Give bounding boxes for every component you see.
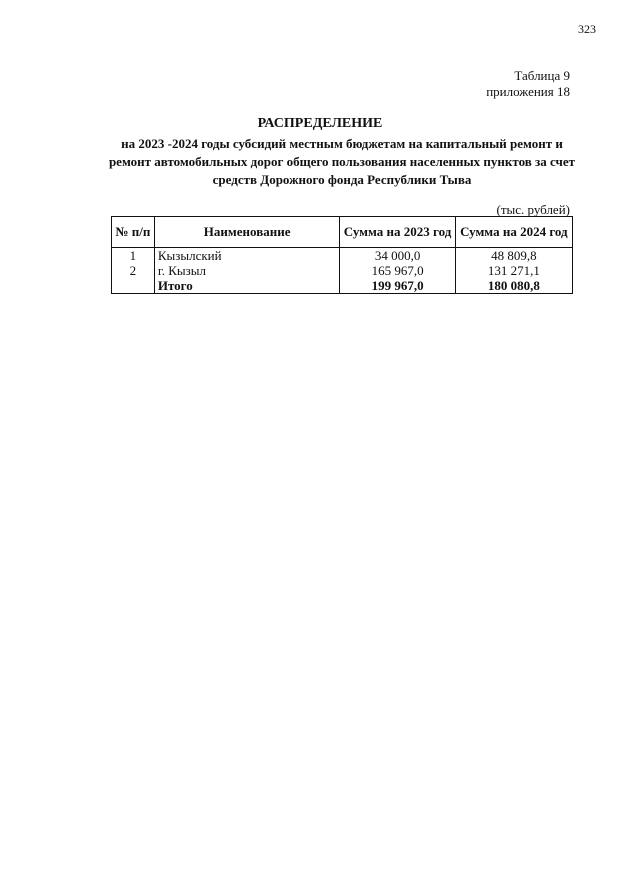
- cell-name: Кызылский: [154, 248, 340, 264]
- table-reference-line2: приложения 18: [486, 84, 570, 99]
- table-row: [112, 248, 573, 264]
- page-number: 323: [578, 22, 596, 36]
- subtitle-line3: средств Дорожного фонда Республики Тыва: [212, 172, 472, 187]
- table-total-row: [112, 278, 573, 294]
- header-sum-2024: Сумма на 2024 год: [455, 217, 572, 248]
- cell-num: 2: [112, 263, 155, 278]
- total-num: [112, 278, 155, 294]
- total-sum-2023: 199 967,0: [340, 278, 455, 294]
- cell-num: 1: [112, 248, 155, 264]
- table-reference-line1: Таблица 9: [514, 68, 570, 83]
- subtitle-line2: ремонт автомобильных дорог общего пользования населенных пунктов за счет: [108, 154, 576, 169]
- header-name: Наименование: [154, 217, 340, 248]
- total-label: Итого: [154, 278, 340, 294]
- cell-sum-2023: 165 967,0: [340, 263, 455, 278]
- cell-sum-2024: 48 809,8: [455, 248, 572, 264]
- table-row: [112, 263, 573, 278]
- subtitle-line1: на 2023 -2024 годы субсидий местным бюджетам на капитальный ремонт и: [121, 136, 563, 151]
- table-reference: [486, 68, 570, 100]
- header-sum-2023: Сумма на 2023 год: [340, 217, 455, 248]
- units-label: (тыс. рублей): [496, 202, 570, 217]
- table-header-row: [112, 217, 573, 248]
- cell-sum-2024: 131 271,1: [455, 263, 572, 278]
- cell-sum-2023: 34 000,0: [340, 248, 455, 264]
- total-sum-2024: 180 080,8: [455, 278, 572, 294]
- header-num: № п/п: [112, 217, 155, 248]
- document-subtitle: [100, 135, 584, 189]
- distribution-table: [111, 216, 573, 294]
- document-title: РАСПРЕДЕЛЕНИЕ: [257, 116, 383, 131]
- cell-name: г. Кызыл: [154, 263, 340, 278]
